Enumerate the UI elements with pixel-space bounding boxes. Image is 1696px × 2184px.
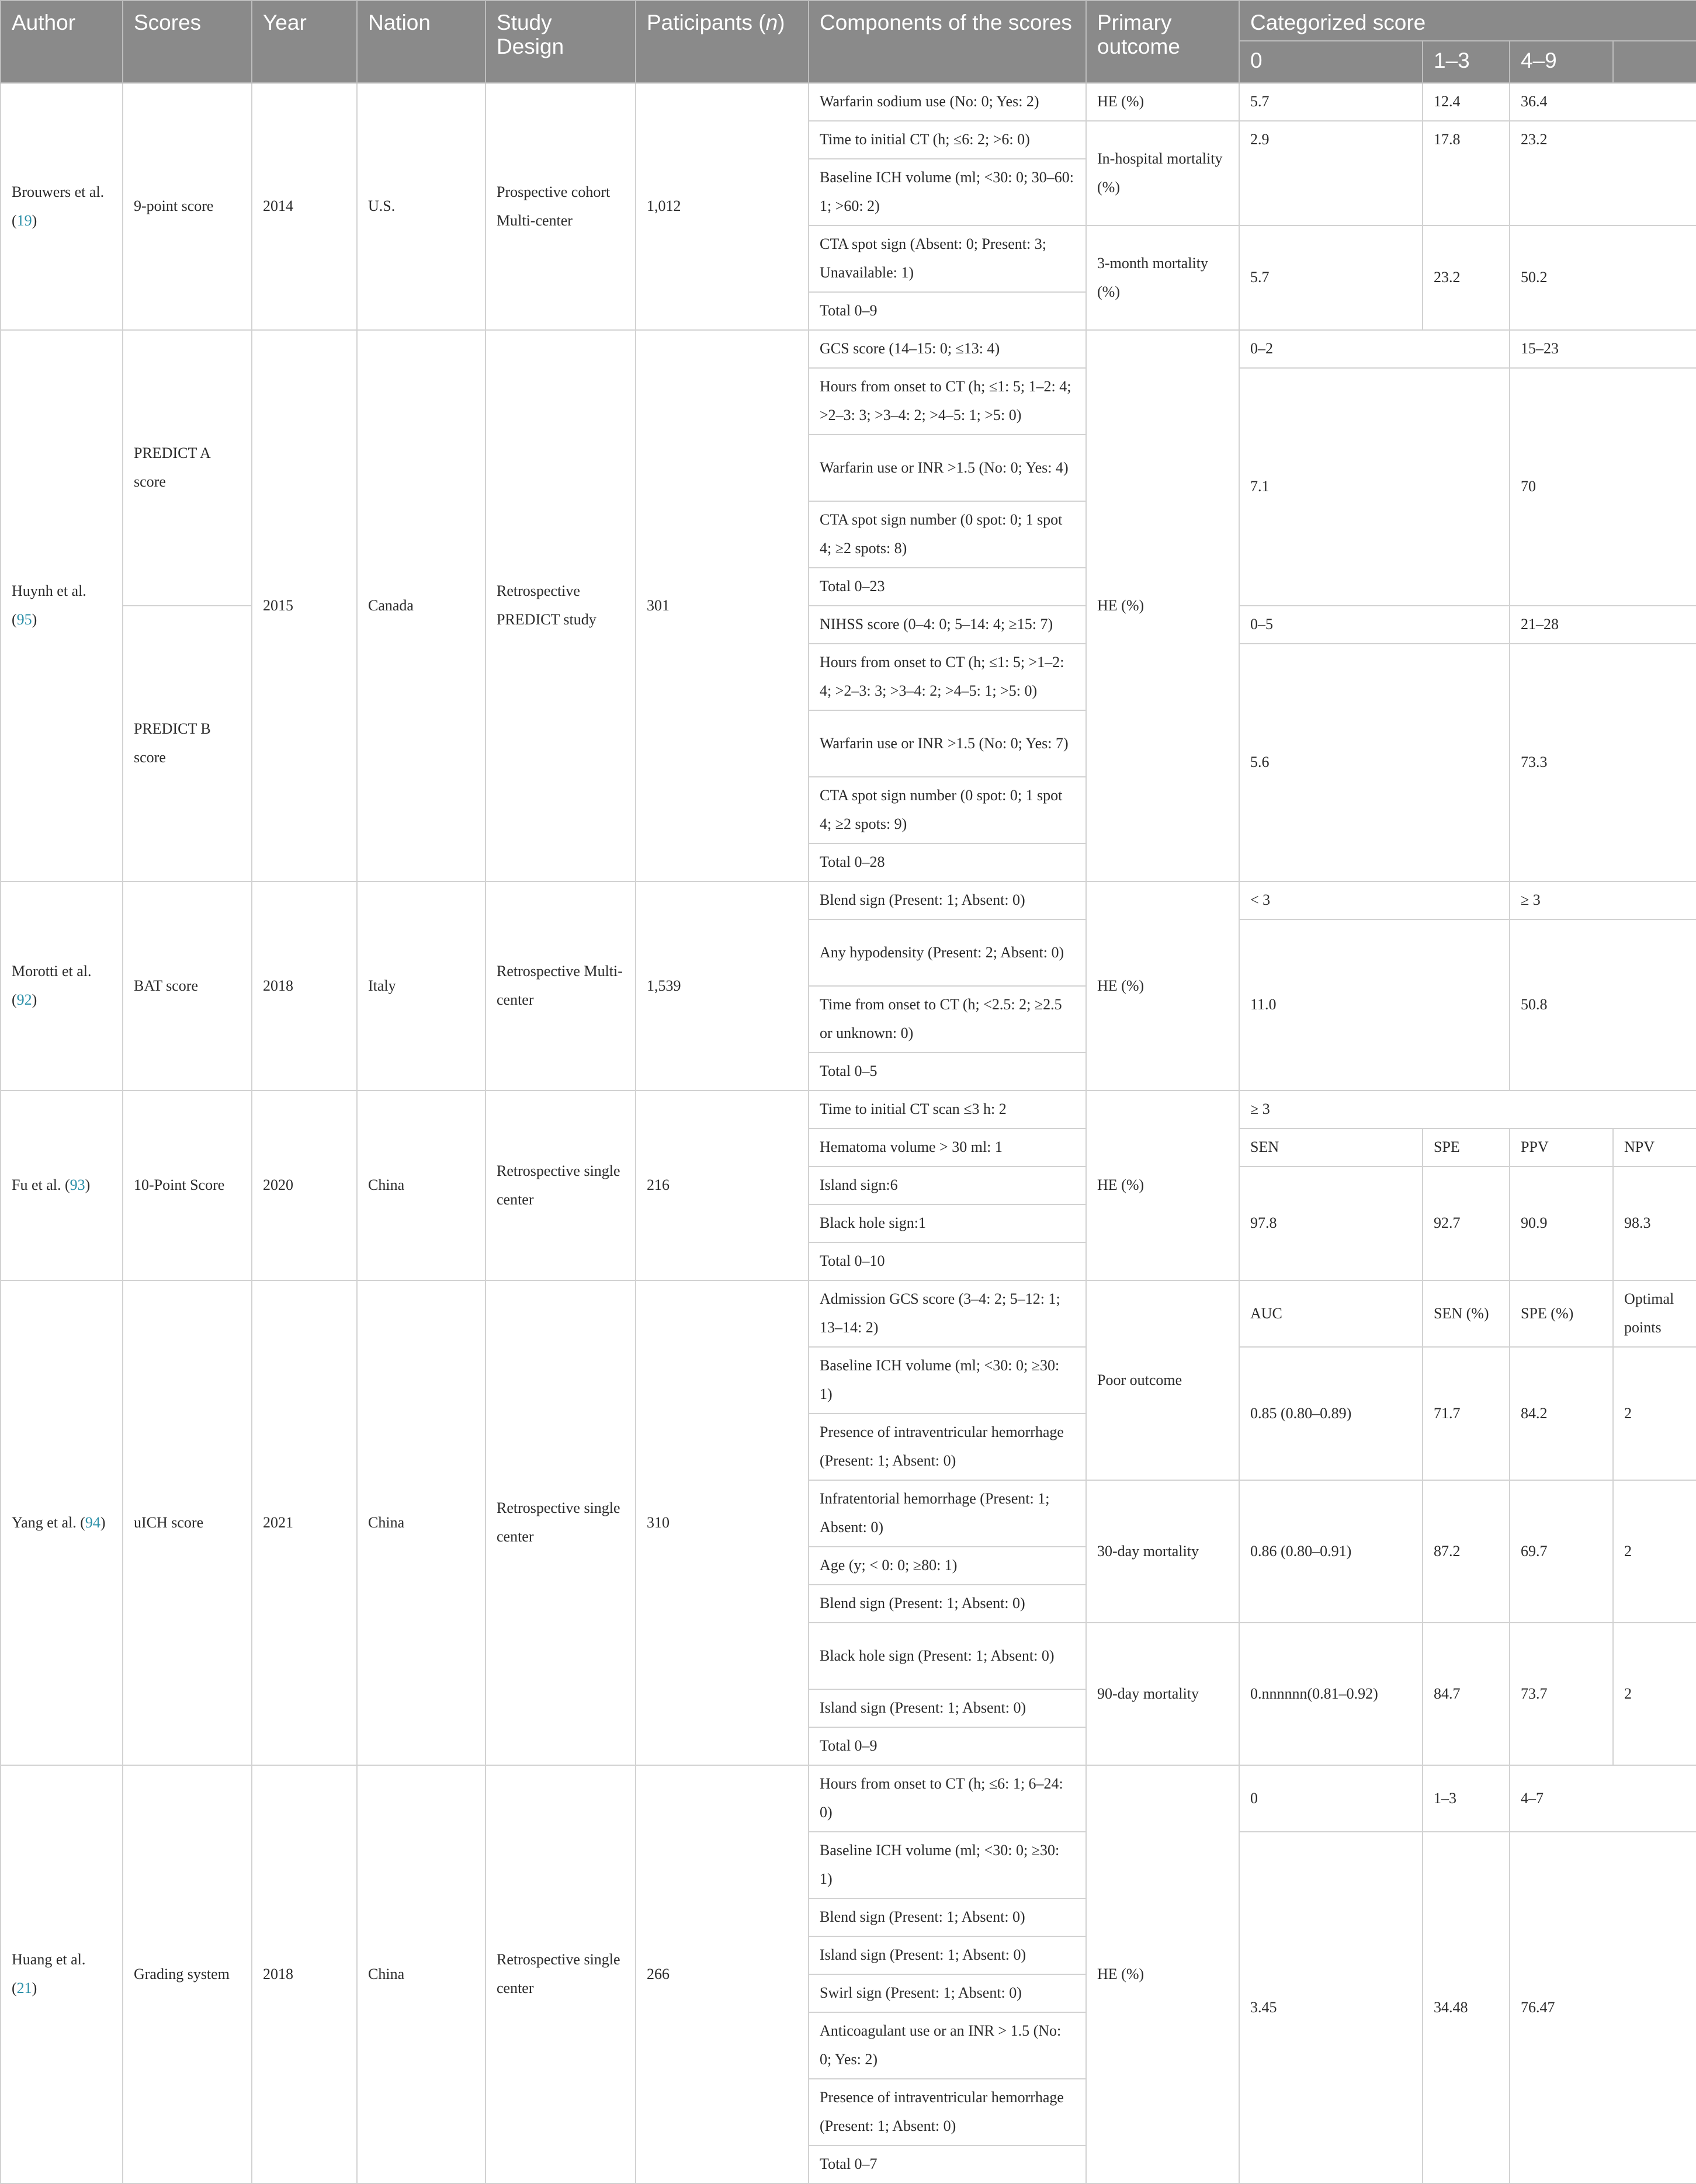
year: 2018 xyxy=(252,881,357,1091)
author-cell: Huynh et al. (95) xyxy=(1,330,123,881)
author-cell: Huang et al. (21) xyxy=(1,1765,123,2183)
category-label: 4–7 xyxy=(1510,1765,1696,1832)
category-label: 1–3 xyxy=(1423,1765,1510,1832)
participants: 301 xyxy=(636,330,809,881)
author-cell: Brouwers et al. (19) xyxy=(1,83,123,330)
value: 5.7 xyxy=(1239,225,1423,330)
value: 36.4 xyxy=(1510,83,1696,121)
value: 12.4 xyxy=(1423,83,1510,121)
table-row xyxy=(1,1091,1696,1129)
table-row xyxy=(1,1765,1696,1832)
header-primary-outcome: Primary outcome xyxy=(1086,1,1239,83)
component: Infratentorial hemorrhage (Present: 1; Absent: 0) xyxy=(809,1480,1086,1547)
component: Baseline ICH volume (ml; <30: 0; ≥30: 1) xyxy=(809,1347,1086,1414)
component: Black hole sign:1 xyxy=(809,1204,1086,1242)
header-participants: Paticipants (n) xyxy=(636,1,809,83)
outcome: HE (%) xyxy=(1086,1091,1239,1280)
score-name: BAT score xyxy=(123,881,252,1091)
metric-value: 90.9 xyxy=(1510,1166,1613,1280)
component: Blend sign (Present: 1; Absent: 0) xyxy=(809,881,1086,919)
nation: China xyxy=(357,1280,485,1765)
value: 7.1 xyxy=(1239,368,1510,606)
component: CTA spot sign number (0 spot: 0; 1 spot 4; ≥2 spots: 9) xyxy=(809,777,1086,843)
score-name: PREDICT B score xyxy=(123,606,252,881)
component: Time from onset to CT (h; <2.5: 2; ≥2.5 or unknown: 0) xyxy=(809,986,1086,1053)
header-study-design: Study Design xyxy=(485,1,636,83)
metric-value: 2 xyxy=(1613,1480,1696,1623)
outcome: 90-day mortality xyxy=(1086,1623,1239,1765)
component: Total 0–5 xyxy=(809,1053,1086,1091)
component: GCS score (14–15: 0; ≤13: 4) xyxy=(809,330,1086,368)
category-label: ≥ 3 xyxy=(1510,881,1696,919)
component: Total 0–23 xyxy=(809,568,1086,606)
component: Age (y; < 0: 0; ≥80: 1) xyxy=(809,1547,1086,1585)
outcome: 3-month mortality (%) xyxy=(1086,225,1239,330)
component: Island sign (Present: 1; Absent: 0) xyxy=(809,1936,1086,1974)
score-name: 9-point score xyxy=(123,83,252,330)
component: Time to initial CT (h; ≤6: 2; ˃6: 0) xyxy=(809,121,1086,159)
component: Presence of intraventricular hemorrhage (Present: 1; Absent: 0) xyxy=(809,2079,1086,2145)
metric-value: 97.8 xyxy=(1239,1166,1423,1280)
nation: U.S. xyxy=(357,83,485,330)
metric-header: AUC xyxy=(1239,1280,1423,1347)
reference-link[interactable]: 21 xyxy=(16,1980,32,1996)
participants: 310 xyxy=(636,1280,809,1765)
metric-value: 84.2 xyxy=(1510,1347,1613,1480)
value: 50.8 xyxy=(1510,919,1696,1091)
value: 23.2 xyxy=(1510,121,1696,225)
value: 2.9 xyxy=(1239,121,1423,225)
reference-link[interactable]: 19 xyxy=(16,211,32,229)
year: 2015 xyxy=(252,330,357,881)
component: Warfarin use or INR >1.5 (No: 0; Yes: 4) xyxy=(809,435,1086,501)
header-year: Year xyxy=(252,1,357,83)
nation: China xyxy=(357,1091,485,1280)
participants: 216 xyxy=(636,1091,809,1280)
reference-link[interactable]: 95 xyxy=(16,611,32,628)
component: Anticoagulant use or an INR > 1.5 (No: 0; Yes: 2) xyxy=(809,2012,1086,2079)
value: 5.7 xyxy=(1239,83,1423,121)
component: Hours from onset to CT (h; ≤1: 5; ˃1–2: 4; ˃2–3: 3; ˃3–4: 2; ˃4–5: 1; ˃5: 0) xyxy=(809,644,1086,710)
metric-header: SEN (%) xyxy=(1423,1280,1510,1347)
value: 11.0 xyxy=(1239,919,1510,1091)
component: Total 0–10 xyxy=(809,1242,1086,1280)
outcome: 30-day mortality xyxy=(1086,1480,1239,1623)
outcome: HE (%) xyxy=(1086,1765,1239,2183)
author-cell: Morotti et al. (92) xyxy=(1,881,123,1091)
header-cat-0: 0 xyxy=(1239,41,1423,83)
component: Total 0–28 xyxy=(809,843,1086,881)
category-label: 0 xyxy=(1239,1765,1423,1832)
participants: 1,539 xyxy=(636,881,809,1091)
category-label: < 3 xyxy=(1239,881,1510,919)
outcome: HE (%) xyxy=(1086,881,1239,1091)
component: CTA spot sign number (0 spot: 0; 1 spot 4; ≥2 spots: 8) xyxy=(809,501,1086,568)
score-name: 10-Point Score xyxy=(123,1091,252,1280)
component: Swirl sign (Present: 1; Absent: 0) xyxy=(809,1974,1086,2012)
nation: China xyxy=(357,1765,485,2183)
metric-header: SEN xyxy=(1239,1129,1423,1166)
study-design: Retrospective PREDICT study xyxy=(485,330,636,881)
reference-link[interactable]: 94 xyxy=(85,1513,100,1531)
value: 50.2 xyxy=(1510,225,1696,330)
category-label: 0–2 xyxy=(1239,330,1510,368)
category-label: 15–23 xyxy=(1510,330,1696,368)
outcome: HE (%) xyxy=(1086,330,1239,881)
metric-value: 98.3 xyxy=(1613,1166,1696,1280)
outcome: Poor outcome xyxy=(1086,1280,1239,1480)
component: CTA spot sign (Absent: 0; Present: 3; Unavailable: 1) xyxy=(809,225,1086,292)
table-row xyxy=(1,881,1696,919)
study-design: Prospective cohort Multi-center xyxy=(485,83,636,330)
value: 76.47 xyxy=(1510,1832,1696,2183)
category-label: 0–5 xyxy=(1239,606,1510,644)
metric-value: 73.7 xyxy=(1510,1623,1613,1765)
year: 2018 xyxy=(252,1765,357,2183)
reference-link[interactable]: 92 xyxy=(16,991,32,1008)
header-cat-1-3: 1–3 xyxy=(1423,41,1510,83)
header-nation: Nation xyxy=(357,1,485,83)
metric-header: Optimal points xyxy=(1613,1280,1696,1347)
metric-header: NPV xyxy=(1613,1129,1696,1166)
component: Any hypodensity (Present: 2; Absent: 0) xyxy=(809,919,1086,986)
metric-value: 2 xyxy=(1613,1347,1696,1480)
value: 73.3 xyxy=(1510,644,1696,881)
category-label: ≥ 3 xyxy=(1239,1091,1696,1129)
component: Blend sign (Present: 1; Absent: 0) xyxy=(809,1898,1086,1936)
score-name: uICH score xyxy=(123,1280,252,1765)
header-cat-empty xyxy=(1613,41,1696,83)
value: 70 xyxy=(1510,368,1696,606)
value: 17.8 xyxy=(1423,121,1510,225)
value: 5.6 xyxy=(1239,644,1510,881)
header-cat-4-9: 4–9 xyxy=(1510,41,1613,83)
study-design: Retrospective single center xyxy=(485,1280,636,1765)
metric-value: 84.7 xyxy=(1423,1623,1510,1765)
component: Hematoma volume > 30 ml: 1 xyxy=(809,1129,1086,1166)
header-author: Author xyxy=(1,1,123,83)
header-components: Components of the scores xyxy=(809,1,1086,83)
table-row xyxy=(1,1280,1696,1347)
component: Time to initial CT scan ≤3 h: 2 xyxy=(809,1091,1086,1129)
metric-value: 0.nnnnnn(0.81–0.92) xyxy=(1239,1623,1423,1765)
component: Total 0–9 xyxy=(809,292,1086,330)
component: NIHSS score (0–4: 0; 5–14: 4; ≥15: 7) xyxy=(809,606,1086,644)
value: 3.45 xyxy=(1239,1832,1423,2183)
metric-value: 92.7 xyxy=(1423,1166,1510,1280)
component: Total 0–7 xyxy=(809,2145,1086,2183)
year: 2020 xyxy=(252,1091,357,1280)
year: 2021 xyxy=(252,1280,357,1765)
author-cell: Yang et al. (94) xyxy=(1,1280,123,1765)
table-row xyxy=(1,83,1696,121)
header-scores: Scores xyxy=(123,1,252,83)
component: Island sign (Present: 1; Absent: 0) xyxy=(809,1689,1086,1727)
component: Blend sign (Present: 1; Absent: 0) xyxy=(809,1585,1086,1623)
score-name: Grading system xyxy=(123,1765,252,2183)
metric-header: SPE xyxy=(1423,1129,1510,1166)
table-row xyxy=(1,330,1696,368)
metric-value: 69.7 xyxy=(1510,1480,1613,1623)
nation: Italy xyxy=(357,881,485,1091)
component: Presence of intraventricular hemorrhage (Present: 1; Absent: 0) xyxy=(809,1414,1086,1480)
year: 2014 xyxy=(252,83,357,330)
value: 23.2 xyxy=(1423,225,1510,330)
metric-value: 0.86 (0.80–0.91) xyxy=(1239,1480,1423,1623)
author-cell: Fu et al. (93) xyxy=(1,1091,123,1280)
participants: 266 xyxy=(636,1765,809,2183)
outcome: In-hospital mortality (%) xyxy=(1086,121,1239,225)
metric-header: PPV xyxy=(1510,1129,1613,1166)
study-design: Retrospective Multi-center xyxy=(485,881,636,1091)
reference-link[interactable]: 93 xyxy=(70,1176,85,1193)
metric-header: SPE (%) xyxy=(1510,1280,1613,1347)
component: Total 0–9 xyxy=(809,1727,1086,1765)
score-name: PREDICT A score xyxy=(123,330,252,606)
metric-value: 71.7 xyxy=(1423,1347,1510,1480)
component: Baseline ICH volume (ml; <30: 0; ≥30: 1) xyxy=(809,1832,1086,1898)
component: Island sign:6 xyxy=(809,1166,1086,1204)
component: Admission GCS score (3–4: 2; 5–12: 1; 13–14: 2) xyxy=(809,1280,1086,1347)
metric-value: 2 xyxy=(1613,1623,1696,1765)
component: Baseline ICH volume (ml; <30: 0; 30–60: 1; ˃60: 2) xyxy=(809,159,1086,225)
category-label: 21–28 xyxy=(1510,606,1696,644)
value: 34.48 xyxy=(1423,1832,1510,2183)
participants: 1,012 xyxy=(636,83,809,330)
component: Hours from onset to CT (h; ≤1: 5; 1–2: 4; ˃2–3: 3; ˃3–4: 2; ˃4–5: 1; ˃5: 0) xyxy=(809,368,1086,435)
study-design: Retrospective single center xyxy=(485,1091,636,1280)
component: Warfarin use or INR >1.5 (No: 0; Yes: 7) xyxy=(809,710,1086,777)
component: Hours from onset to CT (h; ≤6: 1; 6–24: 0) xyxy=(809,1765,1086,1832)
component: Warfarin sodium use (No: 0; Yes: 2) xyxy=(809,83,1086,121)
metric-value: 87.2 xyxy=(1423,1480,1510,1623)
header-categorized-score: Categorized score xyxy=(1239,1,1696,41)
nation: Canada xyxy=(357,330,485,881)
study-design: Retrospective single center xyxy=(485,1765,636,2183)
component: Black hole sign (Present: 1; Absent: 0) xyxy=(809,1623,1086,1689)
outcome: HE (%) xyxy=(1086,83,1239,121)
metric-value: 0.85 (0.80–0.89) xyxy=(1239,1347,1423,1480)
